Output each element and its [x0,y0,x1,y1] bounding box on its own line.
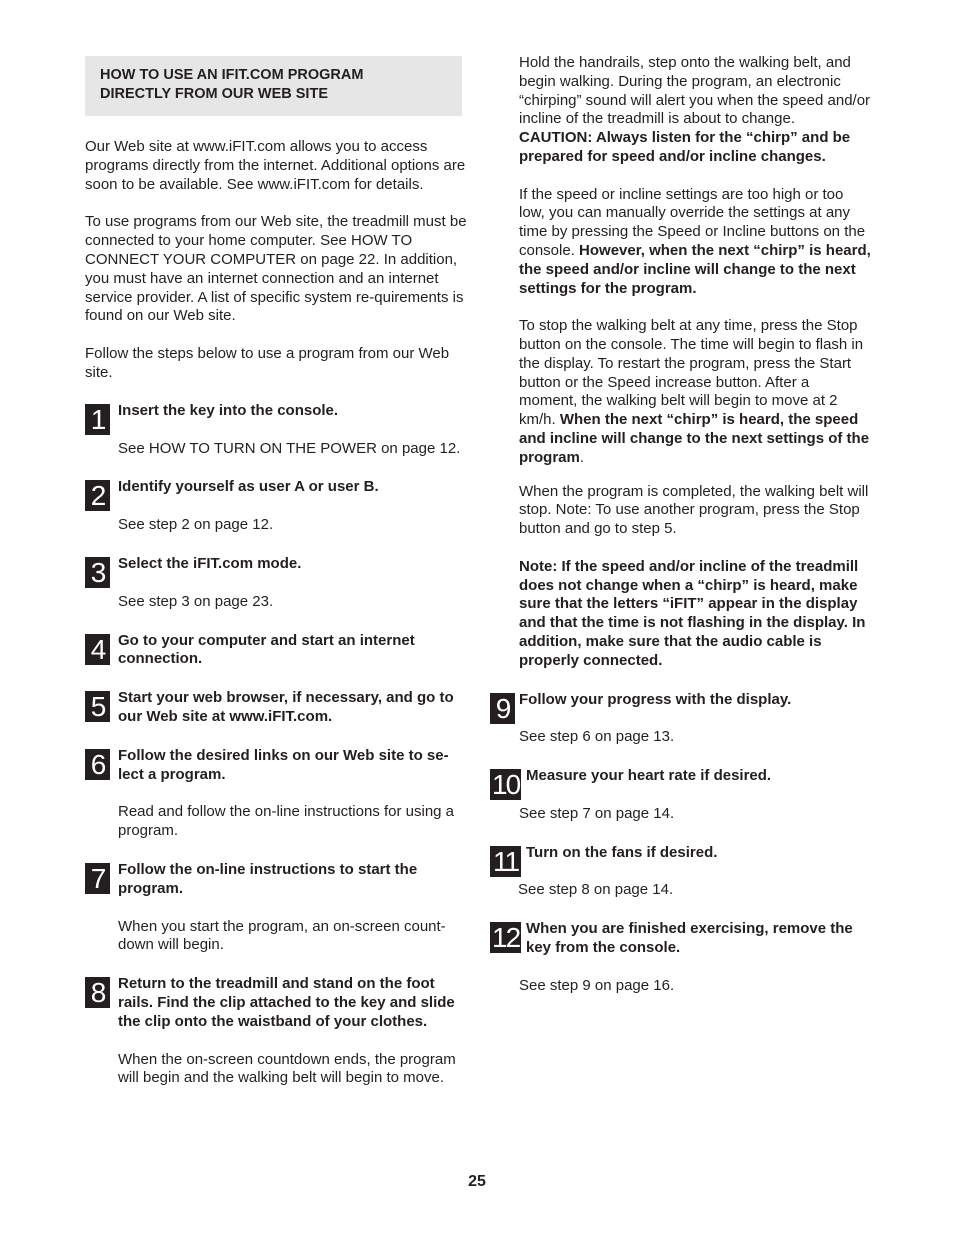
step-title: Follow your progress with the display. [519,690,792,708]
step-body: See HOW TO TURN ON THE POWER on page 12. [118,439,461,457]
note-paragraph: Note: If the speed and/or incline of the treadmill does not change when a “chirp” is heard, make sure that the letters “iFIT” appear in the display and that the time is not flashing in the display. In addition, make sure that the audio cable is properly connected. [519,557,866,669]
step-title: When you are finished exercising, remove the key from the console. [526,920,853,957]
step-number-badge: 3 [85,557,110,588]
step-body: See step 6 on page 13. [519,728,675,746]
step-body: When you start the program, an on-screen count-down will begin. [118,917,446,954]
emphasis-text: When the next “chirp” is heard, the speed and incline will change to the next settings of the program [519,411,870,466]
step-body: See step 3 on page 23. [118,592,274,610]
right-paragraph-4: When the program is completed, the walking belt will stop. Note: To use another program, press the Stop button and go to step 5. [519,482,869,538]
step-9 [490,691,871,748]
emphasis-text: However, when the next “chirp” is heard, the speed and/or incline will change to the next settings for the program. [519,241,871,297]
step-title: Turn on the fans if desired. [526,843,718,861]
step-number-badge: 8 [85,977,110,1008]
step-number-badge: 5 [85,691,110,722]
right-paragraph-3 [519,317,871,467]
step-title: Insert the key into the console. [118,401,339,419]
step-title: Measure your heart rate if desired. [526,767,772,785]
paragraph-end: . [579,448,585,466]
section-heading-line-2: DIRECTLY FROM OUR WEB SITE [100,86,328,102]
right-column [492,54,871,996]
step-number-badge: 4 [85,634,110,665]
step-12 [490,920,871,995]
step-10 [490,767,871,824]
step-title: Follow the on-line instructions to start the program. [118,860,418,897]
step-body: Read and follow the on-line instructions for using a program. [118,803,455,840]
step-7 [85,861,470,955]
step-body: When the on-screen countdown ends, the program will begin and the walking belt will begin to move. [118,1050,456,1087]
caution-text: CAUTION: Always listen for the “chirp” and be prepared for speed and/or incline changes. [519,129,851,165]
step-number-badge: 12 [492,922,520,954]
section-heading [85,56,462,116]
section-heading-line-1: HOW TO USE AN IFIT.COM PROGRAM [100,67,364,83]
step-title: Start your web browser, if necessary, and go to our Web site at www.iFIT.com. [118,689,454,725]
step-body: See step 2 on page 12. [118,516,274,534]
step-title: Follow the desired links on our Web site to se-lect a program. [118,746,449,783]
step-title: Select the iFIT.com mode. [118,554,302,572]
step-body: See step 8 on page 14. [518,881,674,899]
step-title: Return to the treadmill and stand on the foot rails. Find the clip attached to the key and slide the clip onto the waistband of your clothes. [118,975,455,1030]
step-title: Identify yourself as user A or user B. [118,478,379,496]
paragraph-text: Hold the handrails, step onto the walking belt, and begin walking. During the program, an electronic “chirping” sound will alert you when the speed and/or incline of the treadmill is about to change. [519,54,871,128]
step-1 [85,402,470,459]
intro-paragraph-1: Our Web site at www.iFIT.com allows you to access programs directly from the internet. Additional options are soon to be available. See www.iFIT.com for details. [85,138,466,193]
step-number-badge: 6 [85,749,110,780]
intro-paragraph-3: Follow the steps below to use a program from our Web site. [85,345,450,381]
step-number-badge: 2 [85,480,110,511]
right-paragraph-1 [519,54,871,167]
step-number-badge: 1 [85,404,110,435]
step-11 [490,844,871,901]
step-5 [85,689,470,727]
step-number-badge: 10 [492,769,520,801]
step-title: Go to your computer and start an internet connection. [118,631,415,668]
paragraph-text: To stop the walking belt at any time, press the Stop button on the console. The time will begin to flash in the display. To restart the program, press the Start button or the Speed increase button. After a moment, the walking belt will begin to move at 2 km/h. [519,317,864,429]
step-number-badge: 9 [490,693,515,724]
page-number: 25 [468,1173,486,1190]
step-number-badge: 7 [85,863,110,894]
step-number-badge: 11 [490,846,521,877]
step-body: See step 7 on page 14. [519,804,675,822]
paragraph-text: If the speed or incline settings are too high or too low, you can manually override the settings at any time by pressing the Speed or Incline buttons on the console. [519,185,866,259]
step-3 [85,555,470,612]
step-6 [85,747,470,841]
intro-paragraph-2: To use programs from our Web site, the treadmill must be connected to your home computer. See HOW TO CONNECT YOUR COMPUTER on page 22. In addition, you must have an internet connection and an internet service provider. A list of specific system re-quirements is found on our Web site. [85,213,467,325]
step-4 [85,632,470,670]
step-8 [85,975,470,1088]
right-paragraph-2 [519,186,871,299]
step-body: See step 9 on page 16. [519,976,675,994]
step-2 [85,478,470,535]
left-column [85,56,470,1088]
